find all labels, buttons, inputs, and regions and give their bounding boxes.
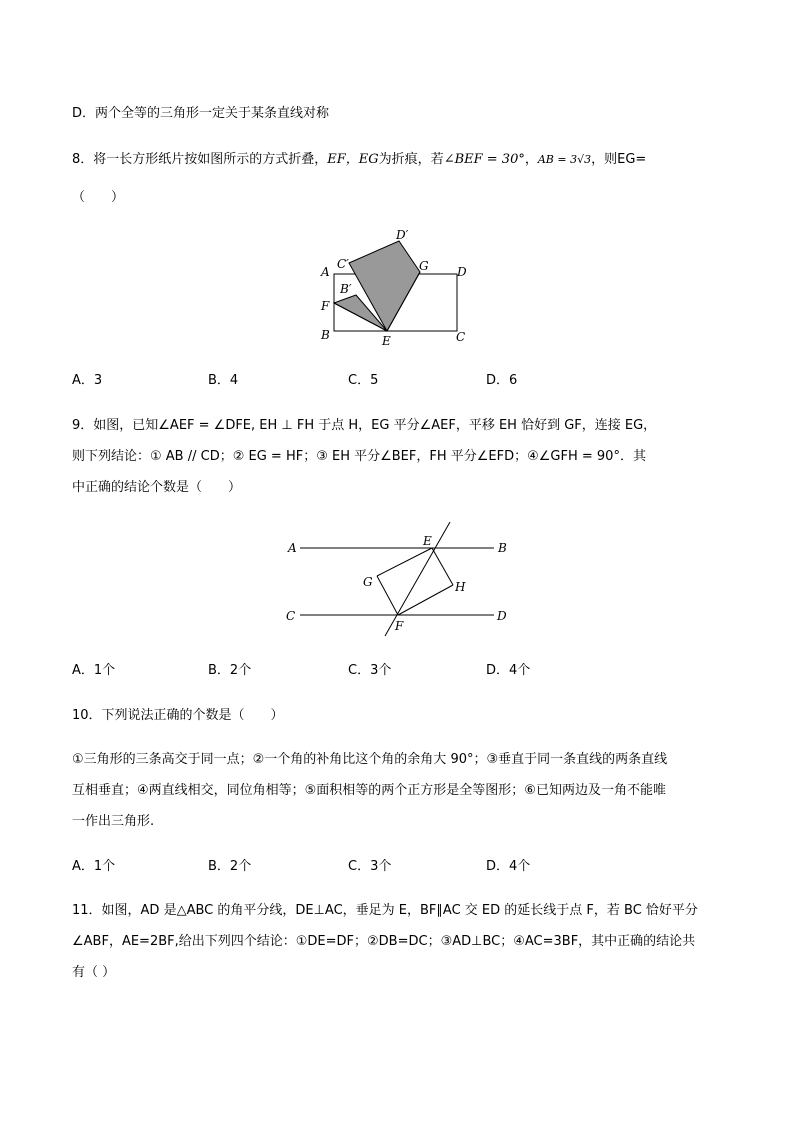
q8-label-g: G	[419, 259, 429, 273]
q8-stem-prefix: 8．将一长方形纸片按如图所示的方式折叠，	[72, 152, 328, 167]
q9-stem-line3: 中正确的结论个数是（ ）	[72, 480, 242, 495]
q8-label-d-prime: D′	[396, 228, 409, 242]
q9-segment-eg	[377, 548, 432, 576]
q8-stem-ask: ，则EG=	[591, 152, 647, 167]
q9-option-a[interactable]: A．1个	[72, 663, 116, 678]
q9-figure	[280, 516, 520, 642]
q11-stem-line3: 有（ ）	[72, 965, 116, 980]
q9-label-d: D	[497, 609, 507, 623]
q8-cond-angle: ∠BEF = 30°	[443, 152, 525, 167]
q8-label-f: F	[321, 299, 330, 313]
q8-stem-sep: ，	[524, 152, 538, 167]
q10-stem-line1: 10．下列说法正确的个数是（ ）	[72, 708, 284, 723]
q10-stem-line3: 互相垂直；④两直线相交，同位角相等；⑤面积相等的两个正方形是全等图形；⑥已知两边及一角不能唯	[72, 783, 666, 798]
q10-option-d[interactable]: D．4个	[486, 859, 531, 874]
q8-option-b[interactable]: B．4	[208, 373, 239, 388]
q8-label-b-prime: B′	[340, 282, 352, 296]
q8-option-c[interactable]: C．5	[348, 373, 379, 388]
q11-stem-line2: ∠ABF，AE=2BF,给出下列四个结论：①DE=DF；②DB=DC；③AD⊥BC；④AC=3BF，其中正确的结论共	[72, 934, 696, 949]
q10-option-c[interactable]: C．3个	[348, 859, 392, 874]
q10-stem-line4: 一作出三角形.	[72, 814, 155, 829]
q10-stem-line2: ①三角形的三条高交于同一点；②一个角的补角比这个角的余角大 90°；③垂直于同一条直线的两条直线	[72, 752, 668, 767]
q8-cond-length: AB = 3√3	[537, 153, 592, 166]
q8-label-a: A	[321, 265, 330, 279]
q9-label-e: E	[423, 534, 432, 548]
q8-label-b: B	[321, 328, 330, 342]
q9-label-a: A	[288, 541, 297, 555]
q8-figure	[318, 224, 478, 348]
q9-label-g: G	[363, 575, 373, 589]
q10-option-b[interactable]: B．2个	[208, 859, 252, 874]
q8-paren: （ ）	[72, 190, 125, 205]
q9-label-h: H	[455, 580, 466, 594]
q9-options	[72, 661, 752, 681]
q9-option-c[interactable]: C．3个	[348, 663, 392, 678]
q8-options	[72, 371, 752, 391]
q8-label-e: E	[382, 334, 391, 348]
q8-option-d[interactable]: D．6	[486, 373, 518, 388]
q9-label-f: F	[395, 619, 404, 633]
q8-stem	[72, 150, 646, 170]
q8-label-c: C	[456, 330, 466, 344]
q8-option-a[interactable]: A．3	[72, 373, 103, 388]
q10-options	[72, 857, 752, 877]
q11-stem-line1: 11．如图，AD 是△ABC 的角平分线，DE⊥AC，垂足为 E，BF∥AC 交 ED 的延长线于点 F，若 BC 恰好平分	[72, 903, 698, 918]
q9-segment-eh	[432, 548, 453, 585]
q8-label-c-prime: C′	[337, 257, 349, 271]
q8-stem-mid: 为折痕，若	[378, 152, 444, 167]
q9-stem-line2: 则下列结论：① AB // CD；② EG = HF；③ EH 平分∠BEF，FH 平分∠EFD；④∠GFH = 90°．其	[72, 449, 646, 464]
q9-label-b: B	[498, 541, 507, 555]
q9-option-d[interactable]: D．4个	[486, 663, 531, 678]
q8-label-d: D	[457, 265, 467, 279]
q8-folded-flap-top	[349, 241, 420, 331]
q9-label-c: C	[286, 609, 296, 623]
q9-segment-hf	[398, 585, 453, 615]
q10-option-a[interactable]: A．1个	[72, 859, 116, 874]
q9-stem-line1: 9．如图，已知∠AEF = ∠DFE, EH ⊥ FH 于点 H，EG 平分∠AEF，平移 EH 恰好到 GF，连接 EG，	[72, 418, 657, 433]
q7-option-d: D．两个全等的三角形一定关于某条直线对称	[72, 106, 330, 121]
q9-option-b[interactable]: B．2个	[208, 663, 252, 678]
q8-stem-math: EF，EG	[327, 152, 379, 167]
q9-segment-gf	[377, 576, 398, 615]
